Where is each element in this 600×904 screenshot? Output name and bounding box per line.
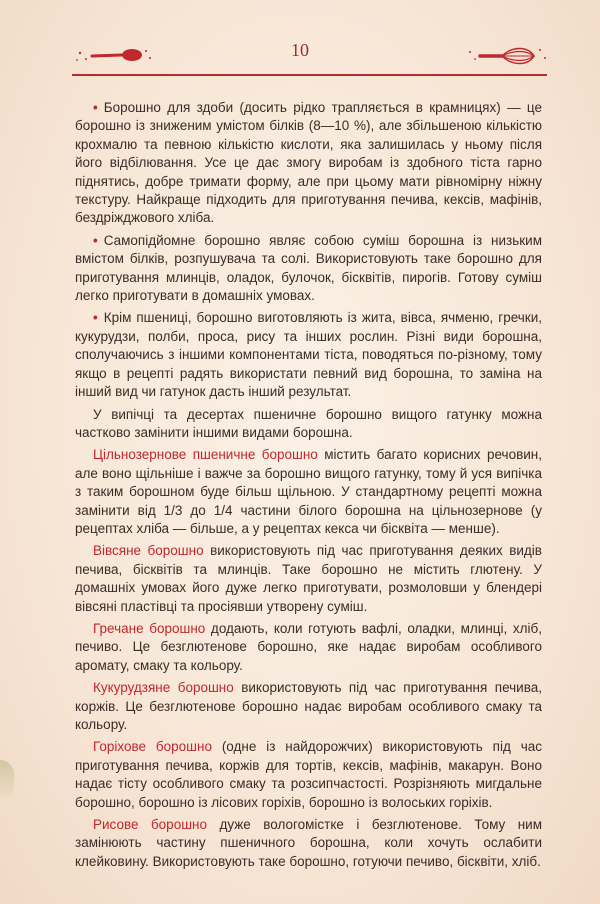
paragraph-text: використовують під час приготування печива, коржів. Це безглютенове борошно надає виробам особливого смаку та кольору. bbox=[75, 680, 542, 732]
paragraph-text: У випічці та десертах пшеничне борошно вищого гатунку можна частково замінити іншими видами борошна. bbox=[75, 406, 542, 440]
paragraph-flour-for-pastry bbox=[75, 99, 542, 228]
term-highlight: Вівсяне борошно bbox=[93, 543, 204, 559]
bullet-icon: • bbox=[93, 232, 98, 248]
paragraph-text: дуже вологомістке і безглютенове. Тому ним замінюють частину пшеничного борошна, коли хочуть ослабити клейковину. Використовують таке борошно, готуючи печиво, бісквіти, хліб. bbox=[75, 817, 542, 869]
paragraph-self-raising-flour bbox=[75, 232, 542, 306]
paragraph-text: містить багато корисних речовин, але воно щільніше і важче за борошно вищого гатунку, тому й уся випічка з таким борошном буде більш щільною. У стандартному рецепті можна замінити від 1/3 до 1/4 частини білого борошна на цільнозернове (у рецептах хліба — більше, а у рецептах кекса чи бісквіта — менше). bbox=[75, 447, 542, 536]
paragraph-nut bbox=[75, 738, 542, 812]
page-body bbox=[75, 99, 542, 875]
paragraph-text: використовують під час приготування деяких видів печива, бісквітів та млинців. Таке борошно не містить глютену. У домашніх умовах його дуже легко приготувати, розмоловши у блендері вівсяні пластівці та просіявши утворену суміш. bbox=[75, 543, 542, 614]
term-highlight: Гречане борошно bbox=[93, 620, 206, 636]
term-highlight: Горіхове борошно bbox=[93, 739, 212, 755]
term-highlight: Кукурудзяне борошно bbox=[93, 680, 234, 696]
paragraph-whole-grain bbox=[75, 446, 542, 538]
paragraph-text: (одне із найдорожчих) використовують під час приготування печива, коржів для тортів, кексів, мафінів, макарун. Воно надає тісту особливого смаку та розсипчастості. Розрізняють мигдальне борошно, борошно із лісових горіхів, борошно із волоських горіхів. bbox=[75, 739, 543, 810]
decorative-leaf bbox=[0, 760, 14, 800]
header-rule bbox=[72, 74, 547, 76]
paragraph-text: Самопідйомне борошно являє собою суміш борошна із низьким вмістом білків, розпушувача та солі. Використовують таке борошно для приготування млинців, оладок, булочок, бісквітів, пирогів. Готову суміш легко приготувати в домашніх умовах. bbox=[75, 232, 542, 304]
whisk-icon bbox=[466, 42, 550, 68]
paragraph-corn bbox=[75, 679, 542, 734]
term-highlight: Цільнозернове пшеничне борошно bbox=[93, 447, 318, 463]
paragraph-text: додають, коли готують вафлі, оладки, млинці, хліб, печиво. Це безглютенове борошно, яке надає виробам особливого аромату, смаку та кольору. bbox=[75, 620, 542, 673]
paragraph-oat bbox=[75, 542, 542, 616]
term-highlight: Рисове борошно bbox=[93, 817, 207, 833]
paragraph-text: Борошно для здоби (досить рідко трапляється в крамницях) — це борошно із зниженим умістом білків (8—10 %), але збільшеною кількістю крохмалю та певною кількістю кислоти, яка залишилась у ньому після його відбілювання. Усе це дає змогу виробам із здобного тіста гарно піднятись, добре тримати форму, але при цьому мати рівномірну ніжну текстуру. Найкраще підходить для приготування печива, кексів, мафінів, бездріжджового хліба. bbox=[75, 100, 542, 226]
page-number: 10 bbox=[291, 40, 309, 60]
paragraph-rice bbox=[75, 816, 542, 871]
bullet-icon: • bbox=[93, 310, 98, 326]
paragraph-substitution bbox=[75, 406, 542, 443]
bullet-icon: • bbox=[93, 100, 98, 115]
paragraph-buckwheat bbox=[75, 620, 542, 675]
paragraph-text: Крім пшениці, борошно виготовляють із жита, вівса, ячменю, гречки, кукурудзи, полби, проса, рису та інших рослин. Різні види борошна, сполучаючись з іншими компонентами тіста, поводяться по-різному, тому якщо в рецепті радять використати певний вид борошна, то заміна на інший вид чи гатунок дасть інший результат. bbox=[75, 310, 542, 400]
paragraph-other-grains bbox=[75, 309, 542, 401]
